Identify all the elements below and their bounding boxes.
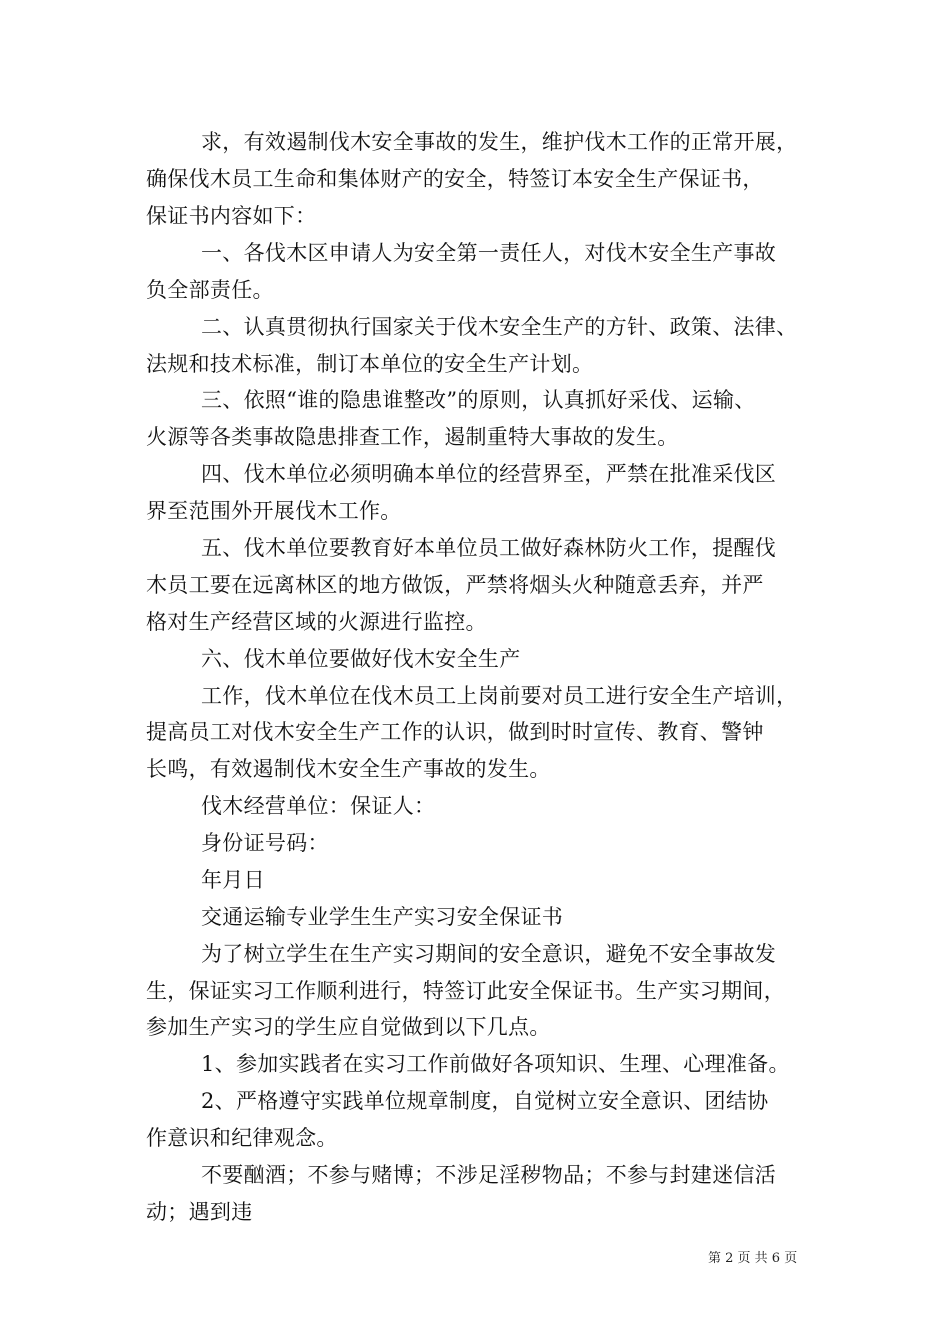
body-line: 四、伐木单位必须明确本单位的经营界至，严禁在批准采伐区: [201, 462, 777, 486]
body-line: 火源等各类事故隐患排查工作，遏制重特大事故的发生。: [146, 425, 679, 449]
body-line: 提高员工对伐木安全生产工作的认识，做到时时宣传、教育、警钟: [146, 720, 764, 744]
body-line: 工作，伐木单位在伐木员工上岗前要对员工进行安全生产培训，: [201, 684, 798, 708]
body-line: 不要酗酒；不参与赌博；不涉足淫秽物品；不参与封建迷信活: [201, 1163, 777, 1187]
body-line: 界至范围外开展伐木工作。: [146, 499, 402, 523]
body-line: 六、伐木单位要做好伐木安全生产: [201, 647, 521, 671]
body-line: 确保伐木员工生命和集体财产的安全，特签订本安全生产保证书，: [146, 167, 764, 191]
date-line: 年月日: [201, 868, 265, 892]
body-line: 动；遇到违: [146, 1200, 253, 1224]
body-line: 法规和技术标准，制订本单位的安全生产计划。: [146, 352, 594, 376]
page-number: 第 2 页 共 6 页: [708, 1251, 798, 1266]
body-line: 长鸣，有效遏制伐木安全生产事故的发生。: [146, 757, 551, 781]
body-line: 负全部责任。: [146, 278, 274, 302]
signature-line: 伐木经营单位：保证人：: [201, 794, 436, 818]
body-line: 保证书内容如下：: [146, 204, 317, 228]
body-line: 一、各伐木区申请人为安全第一责任人，对伐木安全生产事故: [201, 241, 777, 265]
body-line: 二、认真贯彻执行国家关于伐木安全生产的方针、政策、法律、: [201, 315, 798, 339]
body-line: 作意识和纪律观念。: [146, 1126, 338, 1150]
body-line: 参加生产实习的学生应自觉做到以下几点。: [146, 1015, 551, 1039]
body-line: 格对生产经营区域的火源进行监控。: [146, 610, 487, 634]
body-line: 三、依照“谁的隐患谁整改”的原则，认真抓好采伐、运输、: [201, 388, 756, 412]
body-line: 木员工要在远离林区的地方做饭，严禁将烟头火种随意丢弃，并严: [146, 573, 764, 597]
body-line: 求，有效遏制伐木安全事故的发生，维护伐木工作的正常开展，: [201, 130, 798, 154]
body-line: 1、参加实践者在实习工作前做好各项知识、生理、心理准备。: [201, 1052, 790, 1076]
body-line: 五、伐木单位要教育好本单位员工做好森林防火工作，提醒伐: [201, 536, 777, 560]
body-line: 为了树立学生在生产实习期间的安全意识，避免不安全事故发: [201, 942, 777, 966]
body-line: 2、严格遵守实践单位规章制度，自觉树立安全意识、团结协: [201, 1089, 769, 1113]
id-number-line: 身份证号码：: [201, 831, 329, 855]
body-line: 生，保证实习工作顺利进行，特签订此安全保证书。生产实习期间，: [146, 979, 785, 1003]
section-title: 交通运输专业学生生产实习安全保证书: [201, 905, 564, 929]
